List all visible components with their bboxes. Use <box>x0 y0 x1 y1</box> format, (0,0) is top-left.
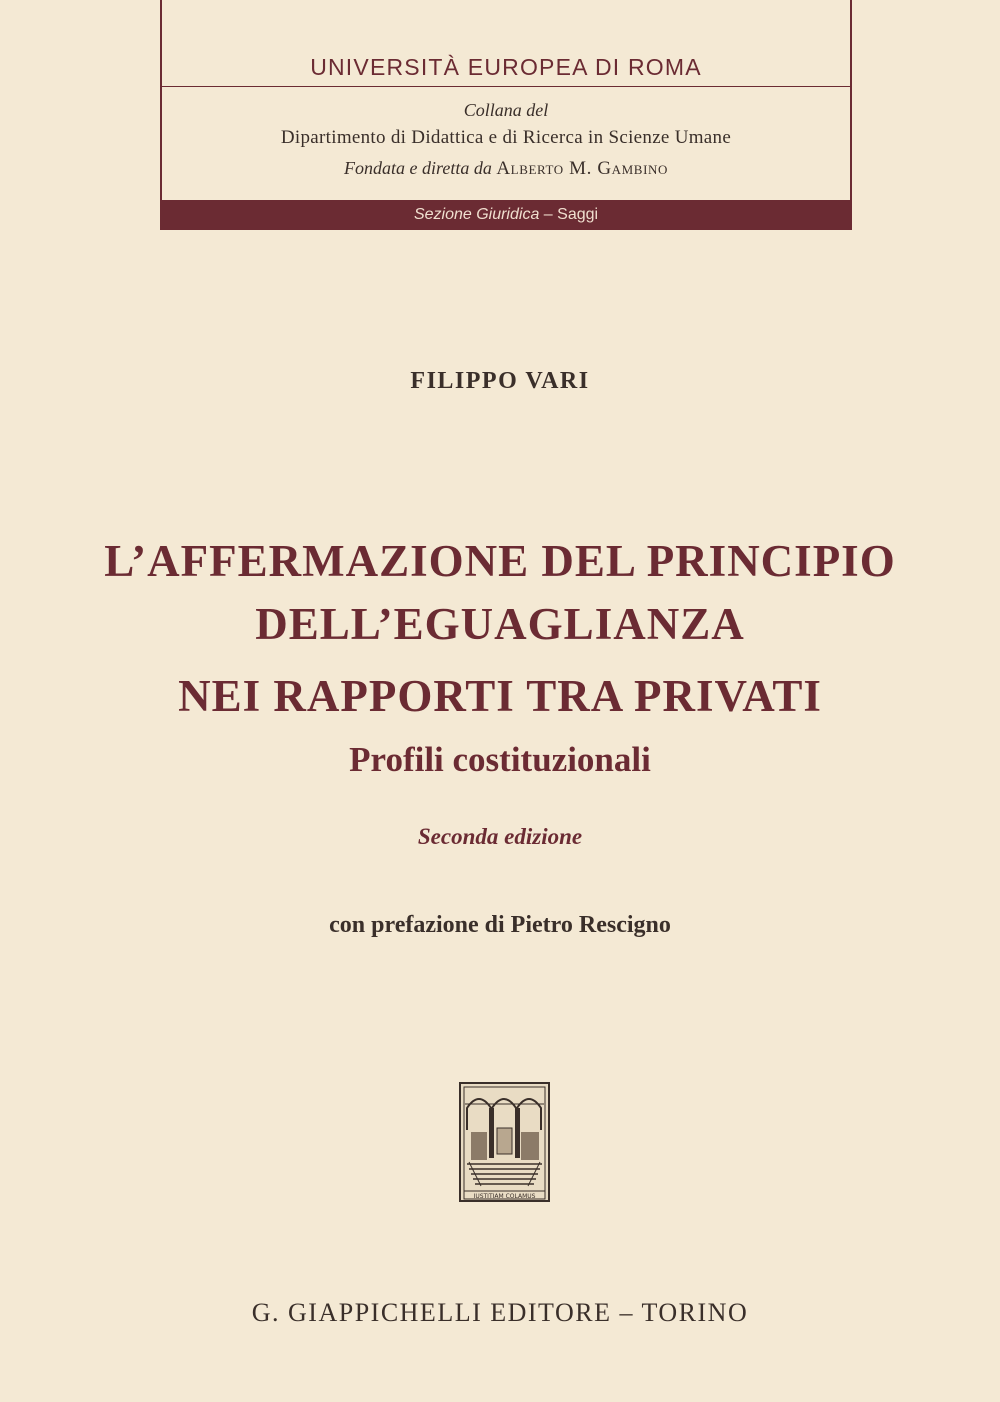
edition-label: Seconda edizione <box>417 824 583 849</box>
title-line-2: DELL’EGUAGLIANZA <box>255 599 745 649</box>
series-divider <box>162 86 850 87</box>
series-department: Dipartimento di Didattica e di Ricerca in Scienze Umane <box>280 127 732 148</box>
title-line-1: L’AFFERMAZIONE DEL PRINCIPIO <box>104 536 896 586</box>
series-header-box <box>160 0 852 230</box>
founder-name: Alberto M. Gambino <box>496 158 668 179</box>
author-name: FILIPPO VARI <box>410 368 590 394</box>
section-name: Sezione Giuridica <box>413 206 540 223</box>
series-collana-label: Collana del <box>463 100 549 120</box>
section-separator: – <box>539 206 558 223</box>
publisher-imprint: G. GIAPPICHELLI EDITORE – TORINO <box>251 1298 749 1327</box>
founder-prefix: Fondata e diretta da <box>344 158 492 178</box>
title-line-3: NEI RAPPORTI TRA PRIVATI <box>178 671 822 721</box>
publisher-emblem-icon <box>459 1082 550 1202</box>
preface-credit: con prefazione di Pietro Rescigno <box>329 912 671 938</box>
series-founder-line <box>162 158 850 180</box>
series-section-band <box>160 200 852 230</box>
section-type: Saggi <box>557 206 599 223</box>
emblem-motto: IUSTITIAM COLAMUS <box>473 1193 536 1200</box>
subtitle: Profili costituzionali <box>349 740 651 779</box>
university-name: UNIVERSITÀ EUROPEA DI ROMA <box>310 54 702 80</box>
